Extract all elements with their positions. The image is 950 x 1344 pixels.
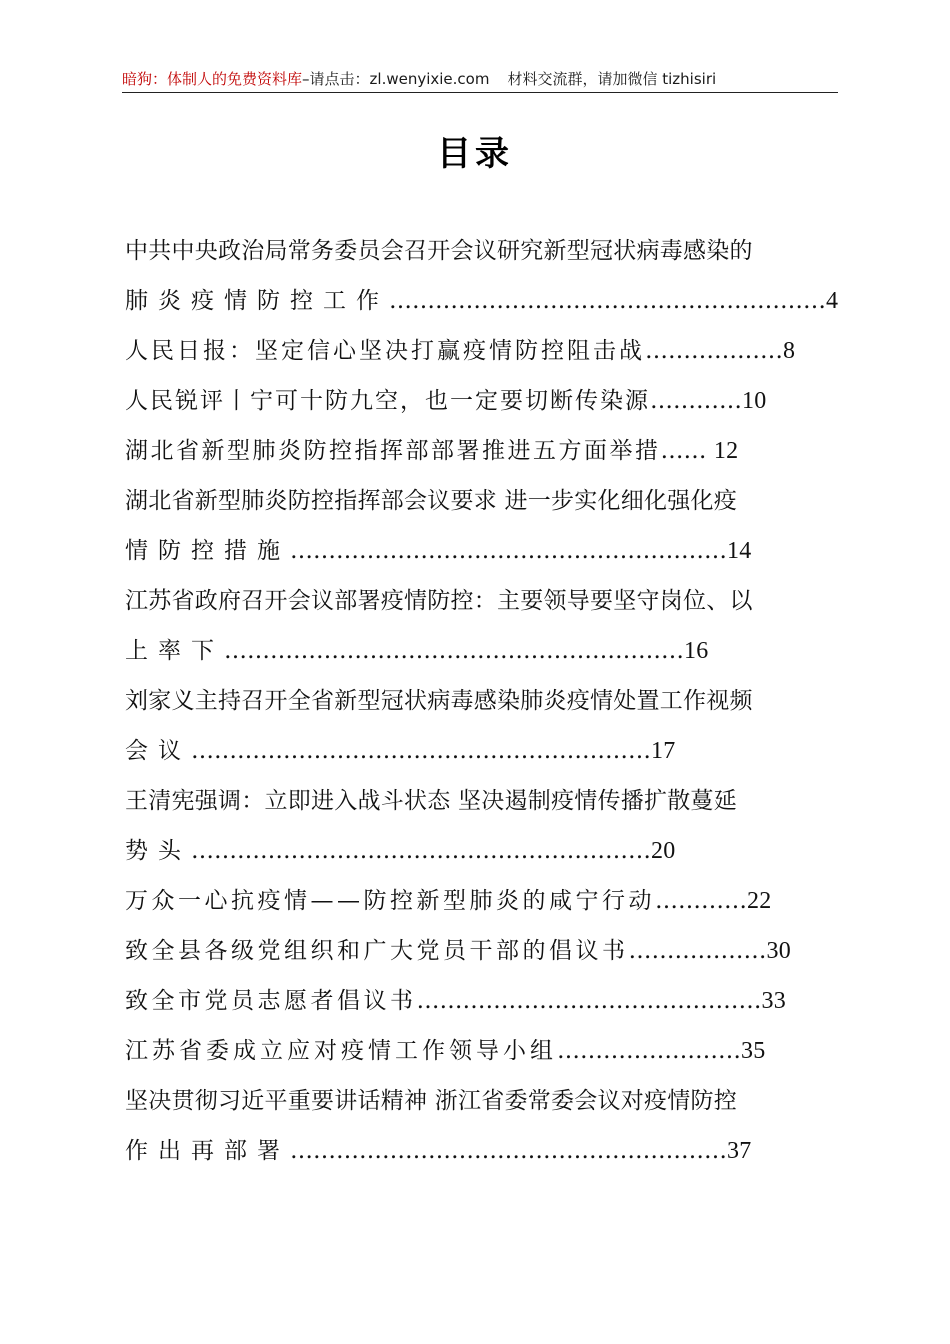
toc-entry-text: 势头 bbox=[125, 838, 191, 864]
toc-entry-5-line-2[interactable] bbox=[125, 526, 837, 576]
toc-dot-leader: ………………………………………………… bbox=[290, 538, 727, 564]
toc-entry-text: 王清宪强调：立即进入战斗状态 坚决遏制疫情传播扩散蔓延 bbox=[125, 788, 738, 814]
header-wechat-text: 材料交流群，请加微信 tizhisiri bbox=[507, 70, 717, 88]
table-of-contents bbox=[125, 226, 837, 1176]
toc-entry-text: 中共中央政治局常务委员会召开会议研究新型冠状病毒感染的 bbox=[125, 238, 753, 264]
toc-page-number: 10 bbox=[742, 388, 767, 414]
toc-entry-5-line-1[interactable] bbox=[125, 476, 837, 526]
toc-entry-text: 湖北省新型肺炎防控指挥部部署推进五方面举措 bbox=[125, 438, 661, 464]
toc-entry-text: 刘家义主持召开全省新型冠状病毒感染肺炎疫情处置工作视频 bbox=[125, 688, 753, 714]
toc-dot-leader: …………………………………………………… bbox=[191, 738, 651, 764]
toc-entry-text: 致全县各级党组织和广大党员干部的倡议书 bbox=[125, 938, 629, 964]
page-header bbox=[122, 66, 838, 92]
toc-entry-6-line-1[interactable] bbox=[125, 576, 837, 626]
toc-dot-leader: ………………………………………………… bbox=[389, 288, 826, 314]
header-brand: 暗狗：体制人的免费资料库 bbox=[122, 70, 303, 88]
toc-page-number: 14 bbox=[727, 538, 752, 564]
toc-entry-text: 作出再部署 bbox=[125, 1138, 290, 1164]
toc-page-number: 16 bbox=[684, 638, 709, 664]
toc-entry-7-line-2[interactable] bbox=[125, 726, 837, 776]
toc-entry-text: 情防控措施 bbox=[125, 538, 290, 564]
toc-page-number: 4 bbox=[826, 288, 839, 314]
toc-dot-leader: ……………………………………… bbox=[416, 988, 762, 1014]
toc-page-number: 37 bbox=[727, 1138, 752, 1164]
toc-entry-7-line-1[interactable] bbox=[125, 676, 837, 726]
toc-dot-leader: ………… bbox=[650, 388, 742, 414]
toc-entry-1-line-1[interactable] bbox=[125, 226, 837, 276]
toc-entry-text: 万众一心抗疫情——防控新型肺炎的咸宁行动 bbox=[125, 888, 655, 914]
toc-dot-leader: …… bbox=[660, 438, 714, 464]
toc-entry-text: 人民日报：坚定信心坚决打赢疫情防控阻击战 bbox=[125, 338, 645, 364]
toc-entry-6-line-2[interactable] bbox=[125, 626, 837, 676]
toc-entry-3[interactable] bbox=[125, 376, 837, 426]
toc-dot-leader: …………………… bbox=[557, 1038, 741, 1064]
toc-dot-leader: ……………… bbox=[645, 338, 783, 364]
toc-page-number: 17 bbox=[651, 738, 676, 764]
toc-entry-text: 会议 bbox=[125, 738, 191, 764]
toc-entry-13-line-1[interactable] bbox=[125, 1076, 837, 1126]
header-divider bbox=[122, 92, 838, 93]
toc-entry-text: 江苏省委成立应对疫情工作领导小组 bbox=[125, 1038, 557, 1064]
toc-entry-text: 上率下 bbox=[125, 638, 224, 664]
toc-page-number: 30 bbox=[766, 938, 791, 964]
toc-dot-leader: …………………………………………………… bbox=[224, 638, 684, 664]
header-click-text: –请点击： bbox=[302, 70, 370, 88]
toc-entry-text: 坚决贯彻习近平重要讲话精神 浙江省委常委会议对疫情防控 bbox=[125, 1088, 738, 1114]
toc-page-number: 12 bbox=[713, 438, 739, 464]
toc-dot-leader: ……………… bbox=[628, 938, 767, 964]
toc-dot-leader: …………………………………………………… bbox=[191, 838, 651, 864]
toc-page-number: 8 bbox=[783, 338, 796, 364]
toc-entry-9[interactable] bbox=[125, 876, 837, 926]
toc-entry-10[interactable] bbox=[125, 926, 837, 976]
toc-entry-12[interactable] bbox=[125, 1026, 837, 1076]
toc-entry-13-line-2[interactable] bbox=[125, 1126, 837, 1176]
toc-entry-text: 湖北省新型肺炎防控指挥部会议要求 进一步实化细化强化疫 bbox=[125, 488, 738, 514]
toc-entry-4[interactable] bbox=[125, 426, 837, 476]
toc-entry-1-line-2[interactable] bbox=[125, 276, 837, 326]
toc-entry-8-line-2[interactable] bbox=[125, 826, 837, 876]
toc-entry-text: 人民锐评丨宁可十防九空，也一定要切断传染源 bbox=[125, 388, 650, 414]
toc-dot-leader: ………………………………………………… bbox=[290, 1138, 727, 1164]
toc-dot-leader: ………… bbox=[655, 888, 747, 914]
toc-page-number: 20 bbox=[651, 838, 676, 864]
toc-entry-2[interactable] bbox=[125, 326, 837, 376]
toc-page-number: 22 bbox=[747, 888, 772, 914]
toc-entry-8-line-1[interactable] bbox=[125, 776, 837, 826]
toc-page-number: 35 bbox=[741, 1038, 766, 1064]
toc-entry-text: 肺炎疫情防控工作 bbox=[125, 288, 389, 314]
page-title: 目录 bbox=[437, 134, 513, 174]
toc-entry-text: 致全市党员志愿者倡议书 bbox=[125, 988, 417, 1014]
toc-entry-text: 江苏省政府召开会议部署疫情防控：主要领导要坚守岗位、以 bbox=[125, 588, 753, 614]
header-url-link[interactable]: zl.wenyixie.com bbox=[369, 70, 490, 88]
toc-page-number: 33 bbox=[761, 988, 786, 1014]
toc-entry-11[interactable] bbox=[125, 976, 837, 1026]
